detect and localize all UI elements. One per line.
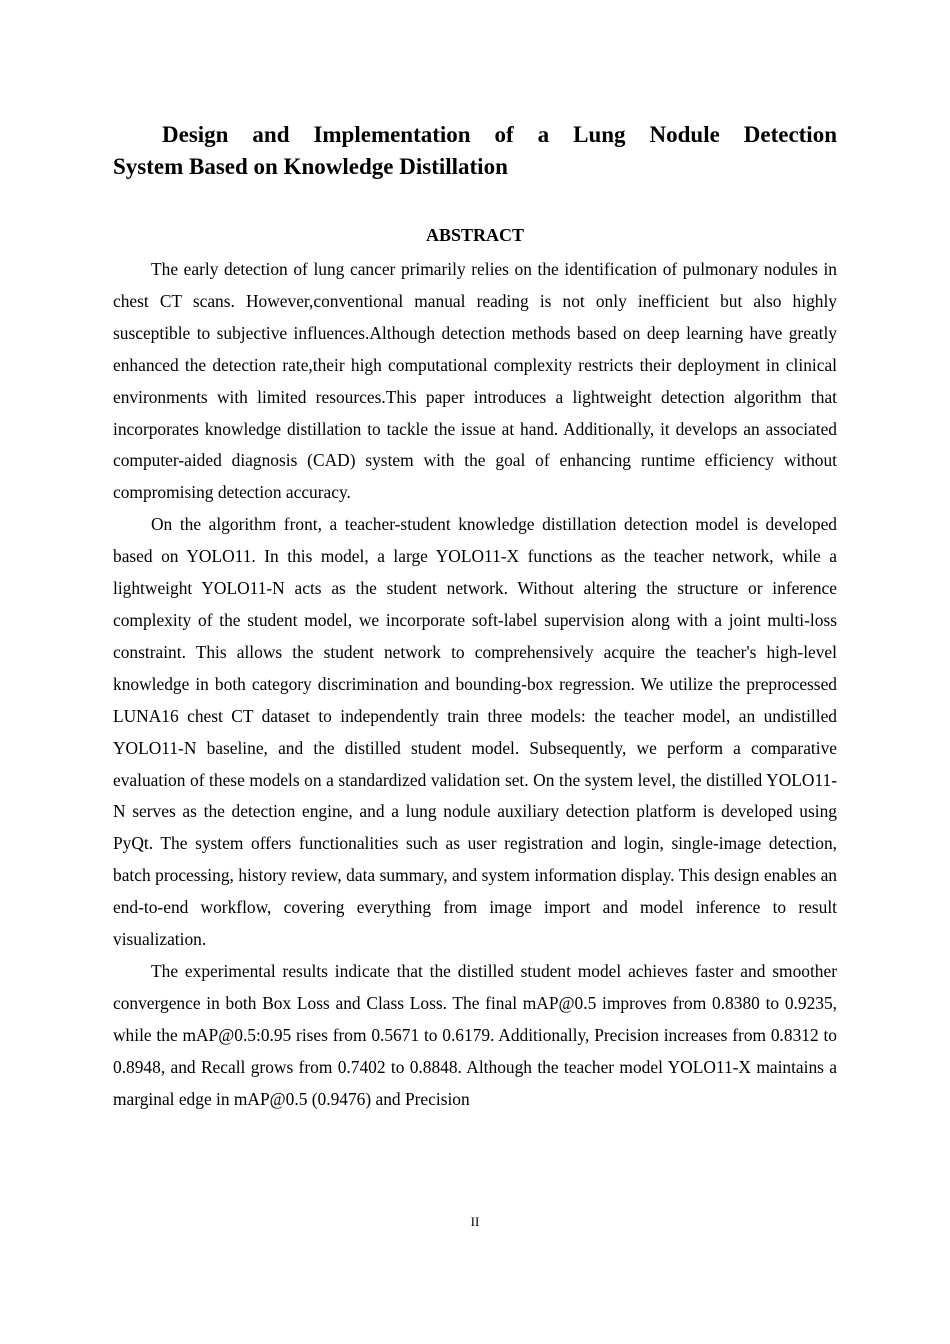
page-number: II xyxy=(470,1214,480,1229)
abstract-body xyxy=(113,254,837,1115)
paper-title-line-2: System Based on Knowledge Distillation xyxy=(113,154,508,179)
abstract-heading: ABSTRACT xyxy=(425,225,525,245)
abstract-paragraph-3: The experimental results indicate that the distilled student model achieves faster and smoother convergence in both Box Loss and Class Loss. The final mAP@0.5 improves from 0.8380 to 0.9235, while the mAP@0.5:0.95 rises from 0.5671 to 0.6179. Additionally, Precision increases from 0.8312 to 0.8948, and Recall grows from 0.7402 to 0.8848. Although the teacher model YOLO11-X maintains a marginal edge in mAP@0.5 (0.9476) and Precision xyxy=(113,960,837,1109)
abstract-paragraph-1: The early detection of lung cancer primarily relies on the identification of pulmonary nodules in chest CT scans. However,conventional manual reading is not only inefficient but also highly susceptible to subjective influences.Although detection methods based on deep learning have greatly enhanced the detection rate,their high computational complexity restricts their deployment in clinical environments with limited resources.This paper introduces a lightweight detection algorithm that incorporates knowledge distillation to tackle the issue at hand. Additionally, it develops an associated computer-aided diagnosis (CAD) system with the goal of enhancing runtime efficiency without compromising detection accuracy. xyxy=(113,259,837,503)
paper-title xyxy=(113,119,837,183)
abstract-paragraph-2: On the algorithm front, a teacher-student knowledge distillation detection model is developed based on YOLO11. In this model, a large YOLO11-X functions as the teacher network, while a lightweight YOLO11-N acts as the student network. Without altering the structure or inference complexity of the student model, we incorporate soft-label supervision along with a joint multi-loss constraint. This allows the student network to comprehensively acquire the teacher's high-level knowledge in both category discrimination and bounding-box regression. We utilize the preprocessed LUNA16 chest CT dataset to independently train three models: the teacher model, an undistilled YOLO11-N baseline, and the distilled student model. Subsequently, we perform a comparative evaluation of these models on a standardized validation set. On the system level, the distilled YOLO11-N serves as the detection engine, and a lung nodule auxiliary detection platform is developed using PyQt. The system offers functionalities such as user registration and login, single-image detection, batch processing, history review, data summary, and system information display. This design enables an end-to-end workflow, covering everything from image import and model inference to result visualization. xyxy=(113,514,837,950)
paper-title-line-1: Design and Implementation of a Lung Nodule Detection xyxy=(162,122,837,147)
